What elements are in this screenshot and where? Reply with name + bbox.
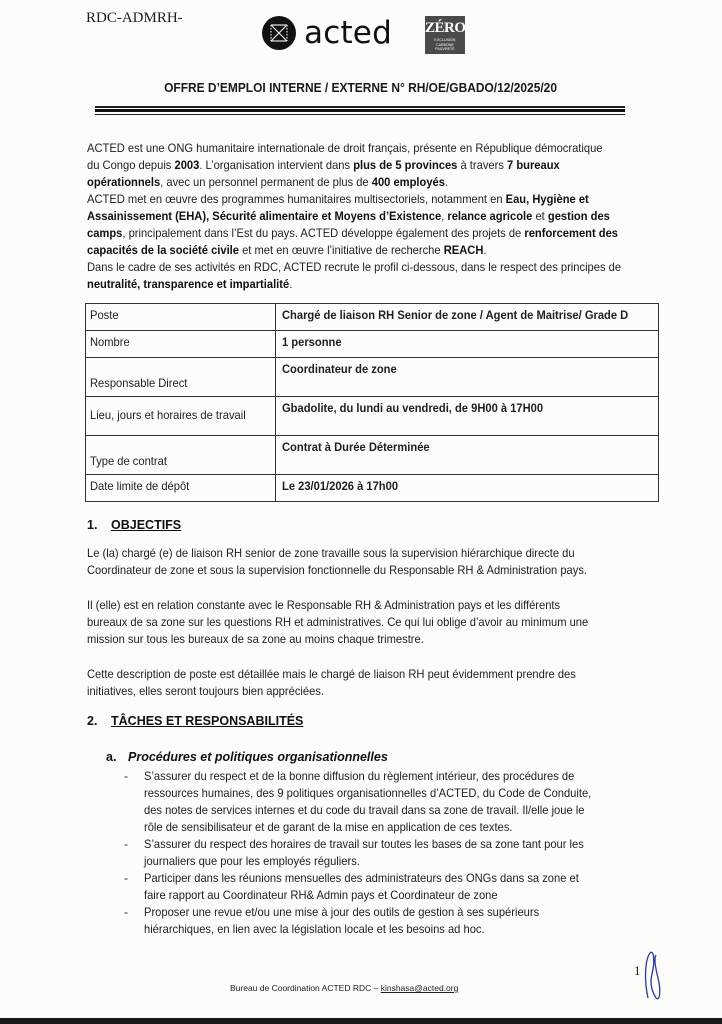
- bullet-dash-icon: -: [124, 769, 128, 783]
- text-line: journaliers que pour les employés réguliers.: [144, 854, 360, 868]
- section-number: 1.: [87, 518, 98, 532]
- list-item: [124, 904, 684, 938]
- subsection-heading-procedures: [106, 750, 388, 764]
- zero-badge-line: PAUVRETÉ: [435, 47, 455, 51]
- zero-badge-logo: [425, 16, 465, 54]
- row-value: Le 23/01/2026 à 17h00: [275, 475, 658, 502]
- acted-logo-icon: [262, 16, 296, 50]
- text-line: faire rapport au Coordinateur RH& Admin pays et Coordinateur de zone: [144, 888, 498, 902]
- row-label: Type de contrat: [86, 436, 276, 475]
- intro-line: ACTED est une ONG humanitaire internationale de droit français, présente en République démocratique: [87, 141, 603, 155]
- text-line: S’assurer du respect et de la bonne diffusion du règlement intérieur, des procédures de: [144, 769, 575, 783]
- text-line: Participer dans les réunions mensuelles des administrateurs des ONGs dans sa zone et: [144, 871, 579, 885]
- table-row: [86, 304, 659, 331]
- intro-line: Dans le cadre de ses activités en RDC, ACTED recrute le profil ci-dessous, dans le respect des principes de: [87, 260, 622, 274]
- list-item: [124, 768, 684, 836]
- text-line: hiérarchiques, en lien avec la législation locale et les besoins ad hoc.: [144, 922, 485, 936]
- table-row: [86, 436, 659, 475]
- subsection-letter: a.: [106, 750, 117, 764]
- document-title: [0, 80, 722, 95]
- text-line: Cette description de poste est détaillée mais le chargé de liaison RH peut évidemment prendre des: [87, 667, 576, 681]
- page-footer: [230, 983, 458, 993]
- intro-line: opérationnels, avec un personnel permanent de plus de 400 employés.: [87, 175, 449, 189]
- zero-badge-title: ZÉRO: [425, 20, 466, 36]
- job-info-table: [85, 303, 659, 502]
- handwritten-signature-icon: [642, 950, 664, 1002]
- table-row: [86, 358, 659, 397]
- table-row: [86, 331, 659, 358]
- list-item: [124, 870, 684, 904]
- intro-line: Assainissement (EHA), Sécurité alimentaire et Moyens d’Existence, relance agricole et gestion des: [87, 209, 610, 223]
- row-value: Contrat à Durée Déterminée: [275, 436, 658, 475]
- text-line: bureaux de sa zone sur les questions RH et administratives. Ce qui lui oblige d’avoir au minimum une: [87, 615, 589, 629]
- text-line: initiatives, elles seront toujours bien appréciées.: [87, 684, 324, 698]
- zero-badge-line: EXCLUSION: [434, 38, 456, 42]
- objectives-paragraph-2: [87, 597, 657, 648]
- text-line: Le (la) chargé (e) de liaison RH senior de zone travaille sous la supervision hiérarchique directe du: [87, 546, 575, 560]
- text-line: Proposer une revue et/ou une mise à jour des outils de gestion à ses supérieurs: [144, 905, 540, 919]
- bullet-dash-icon: -: [124, 905, 128, 919]
- table-row: [86, 475, 659, 502]
- intro-paragraph: [87, 140, 667, 293]
- text-line: Il (elle) est en relation constante avec le Responsable RH & Administration pays et les différents: [87, 598, 561, 612]
- row-value: 1 personne: [275, 331, 658, 358]
- text-line: ressources humaines, des 9 politiques organisationnelles d’ACTED, du Code de Conduite,: [144, 786, 592, 800]
- bullet-dash-icon: -: [124, 837, 128, 851]
- intro-line: capacités de la société civile et met en œuvre l’initiative de recherche REACH.: [87, 243, 487, 257]
- scan-bottom-edge: [0, 1018, 722, 1024]
- row-label: Lieu, jours et horaires de travail: [86, 397, 276, 436]
- section-title: OBJECTIFS: [111, 518, 182, 532]
- document-reference: RDC-ADMRH-: [86, 10, 183, 26]
- objectives-paragraph-1: [87, 545, 657, 579]
- section-title: TÂCHES ET RESPONSABILITÉS: [111, 714, 304, 728]
- text-line: mission sur tous les bureaux de sa zone au moins chaque trimestre.: [87, 632, 424, 646]
- footer-text: Bureau de Coordination ACTED RDC –: [230, 983, 381, 993]
- table-row: [86, 397, 659, 436]
- page-number: 1: [634, 963, 641, 978]
- row-value: Chargé de liaison RH Senior de zone / Agent de Maitrise/ Grade D: [275, 304, 658, 331]
- bullet-dash-icon: -: [124, 871, 128, 885]
- section-number: 2.: [87, 714, 98, 728]
- row-label: Poste: [86, 304, 276, 331]
- acted-logo-text: acted: [304, 15, 392, 51]
- intro-line: camps, principalement dans l’Est du pays. ACTED développe également des projets de renforcement des: [87, 226, 619, 240]
- responsibilities-list: [124, 768, 684, 938]
- subsection-title: Procédures et politiques organisationnelles: [128, 750, 388, 764]
- row-value: Coordinateur de zone: [275, 358, 658, 397]
- row-value: Gbadolite, du lundi au vendredi, de 9H00 à 17H00: [275, 397, 658, 436]
- section-heading-taches: [87, 714, 303, 728]
- document-title-text: OFFRE D’EMPLOI INTERNE / EXTERNE N° RH/OE/GBADO/12/2025/20: [164, 80, 558, 95]
- intro-line: ACTED met en œuvre des programmes humanitaires multisectoriels, notamment en Eau, Hygiène et: [87, 192, 589, 206]
- intro-line: neutralité, transparence et impartialité.: [87, 277, 293, 291]
- list-item: [124, 836, 684, 870]
- row-label: Date limite de dépôt: [86, 475, 276, 502]
- zero-badge-line: CARBONE: [435, 42, 454, 47]
- footer-email-link[interactable]: kinshasa@acted.org: [380, 983, 459, 993]
- row-label: Nombre: [86, 331, 276, 358]
- section-heading-objectifs: [87, 518, 181, 532]
- objectives-paragraph-3: [87, 666, 657, 700]
- text-line: rôle de sensibilisateur et de garant de la mise en application de ces textes.: [144, 820, 513, 834]
- text-line: S’assurer du respect des horaires de travail sur toutes les bases de sa zone tant pour les: [144, 837, 584, 851]
- acted-logo: [262, 16, 392, 50]
- title-divider: [95, 106, 625, 115]
- intro-line: du Congo depuis 2003. L’organisation intervient dans plus de 5 provinces à travers 7 bureaux: [87, 158, 560, 172]
- row-label: Responsable Direct: [86, 358, 276, 397]
- text-line: Coordinateur de zone et sous la supervision fonctionnelle du Responsable RH & Administration pays.: [87, 563, 588, 577]
- text-line: des notes de services internes et du code du travail dans sa zone de travail. Il/elle joue le: [144, 803, 585, 817]
